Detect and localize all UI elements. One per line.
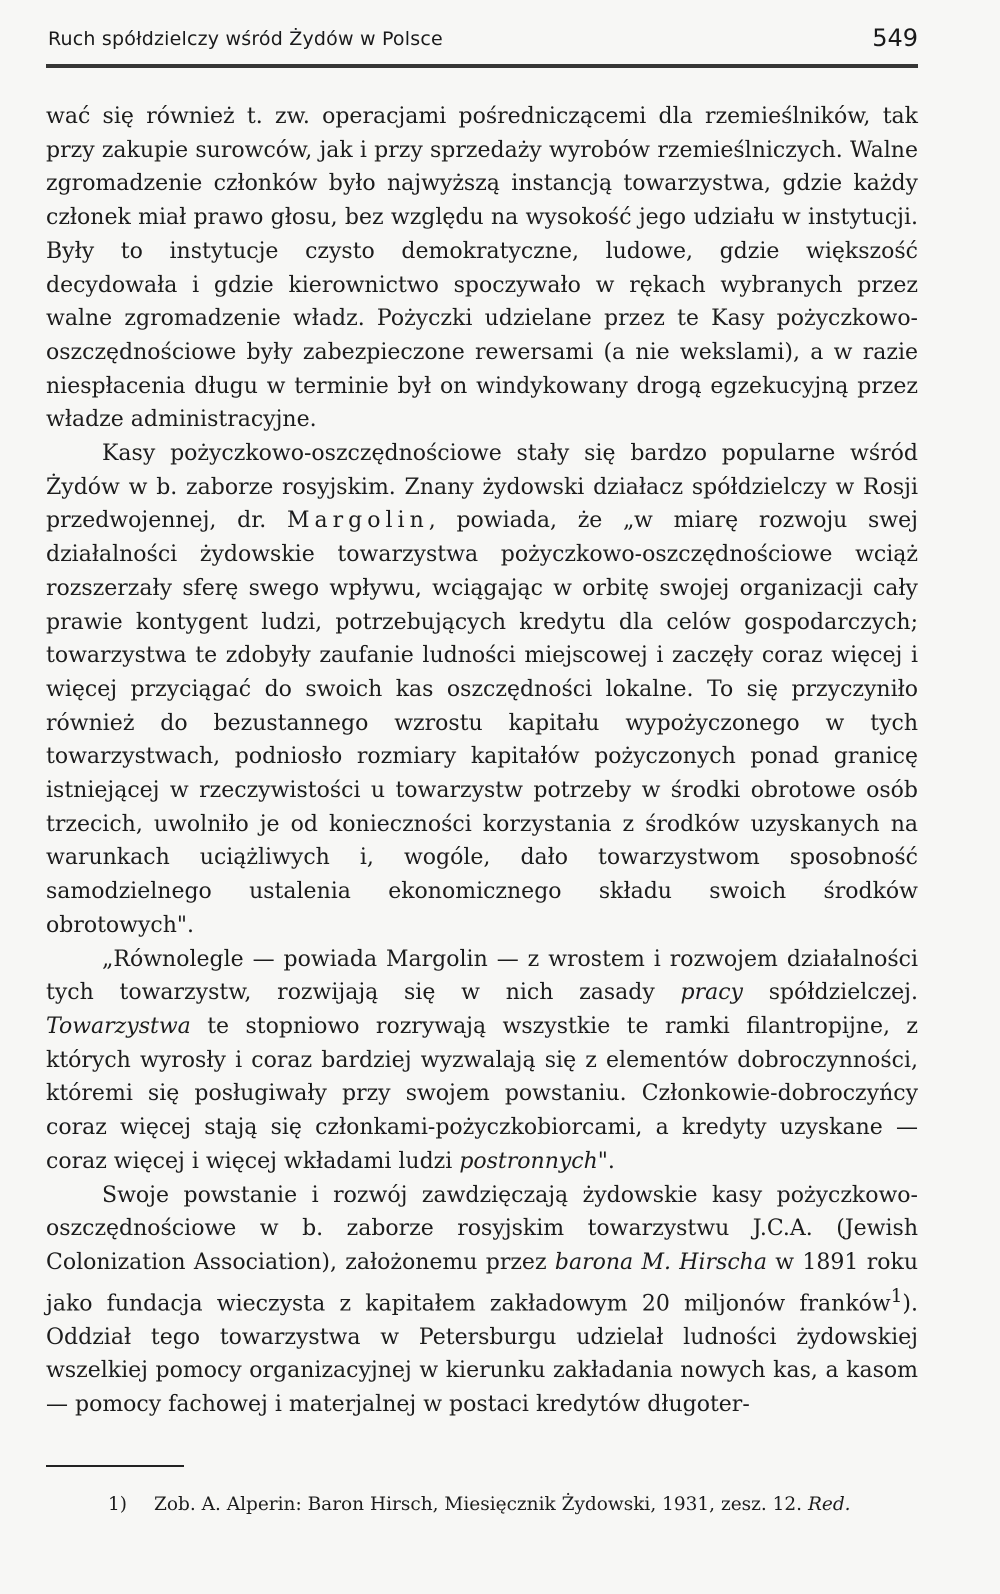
body-text <box>46 100 918 1422</box>
footnote-text: Zob. A. Alperin: Baron Hirsch, Miesięcznik Żydowski, 1931, zesz. 12. <box>154 1494 808 1515</box>
author-name-spaced: Margolin <box>287 508 429 534</box>
paragraph-2-text-a: Kasy pożyczkowo-oszczędnościowe stały się bardzo popularne wśród Żydów w b. zaborze rosyjskim. Znany żydowski działacz spółdzielczy w Rosji przedwojennej, dr. <box>46 441 918 534</box>
paragraph-4-text-c: w 1891 roku jako fundacja wieczysta z kapitałem zakładowym 20 miljonów franków <box>46 1249 919 1316</box>
italic-term-postronnych: postronnych <box>459 1148 598 1174</box>
paragraph-3-text-a: „Równolegle — powiada Margolin — z wrostem i rozwojem działalności tych towarzystw, rozwijają się w nich zasady <box>46 946 918 1006</box>
paragraph-4-text-d: ). Oddział tego towarzystwa w Petersburgu udzielał ludności żydowskiej wszelkiej pomocy organizacyjnej w kierunku zakładania nowych kas, a kasom — pomocy fachowej i materjalnej w postaci kredytów długoter- <box>46 1290 918 1418</box>
italic-name-baron-hirsch: barona M. Hirscha <box>554 1249 767 1275</box>
header-rule <box>46 64 918 68</box>
paragraph-3-text-g: ". <box>597 1148 615 1174</box>
paragraph-3 <box>46 943 918 1179</box>
paragraph-1 <box>46 100 918 437</box>
footnote-number: 1) <box>108 1494 127 1515</box>
italic-term-pracy: pracy <box>680 980 743 1006</box>
footnote-rule <box>46 1465 184 1467</box>
paragraph-4-text-a: Swoje powstanie i rozwój zawdzięczają żydowskie kasy pożyczkowo-oszczędnościowe w b. zaborze rosyjskim towarzystwu J.C.A. (Jewish Colonization Association), założonemu przez <box>46 1182 918 1275</box>
paragraph-4 <box>46 1179 918 1422</box>
page-header <box>46 24 918 58</box>
footnote-editor-mark: Red. <box>807 1494 851 1515</box>
paragraph-2-text-b: , powiada, że „w miarę rozwoju swej działalności żydowskie towarzystwa pożyczkowo-oszczędnościowe wciąż rozszerzały sferę swego wpływu, wciągając w orbitę swojej organizacji cały prawie kontygent ludzi, potrzebujących kredytu dla celów gospodarczych; towarzystwa te zdobyły zaufanie ludności miejscowej i zaczęły coraz więcej i więcej przyciągać do swoich kas oszczędności lokalne. To się przyczyniło również do bezustannego wzrostu kapitału wypożyczonego w tych towarzystwach, podniosło rozmiary kapitałów pożyczonych ponad granicę istniejącej w rzeczywistości u towarzystw potrzeby w środki obrotowe osób trzecich, uwolniło je od konieczności korzystania z środków uzyskanych na warunkach uciążliwych i, wogóle, dało towarzystwom sposobność samodzielnego ustalenia ekonomicznego składu swoich środków obrotowych". <box>46 508 918 938</box>
running-title: Ruch spółdzielczy wśród Żydów w Polsce <box>48 28 443 50</box>
italic-term-towarzystwa: Towarzystwa <box>46 1013 191 1039</box>
paragraph-3-text-e: te stopniowo rozrywają wszystkie te ramki filantropijne, z których wyrosły i coraz bardziej wyzwalają się z elementów dobroczynności, któremi się posługiwały przy swojem powstaniu. Członkowie-dobroczyńcy coraz więcej stają się członkami-pożyczkobiorcami, a kredyty uzyskane — coraz więcej i więcej wkładami ludzi <box>46 1013 918 1174</box>
paragraph-2 <box>46 437 918 943</box>
page-number: 549 <box>872 24 918 52</box>
paragraph-3-text-c: spółdzielczej. <box>742 980 918 1006</box>
footnote-text-wrapper <box>154 1493 851 1517</box>
paragraph-1-text: wać się również t. zw. operacjami pośredniczącemi dla rzemieślników, tak przy zakupie surowców, jak i przy sprzedaży wyrobów rzemieślniczych. Walne zgromadzenie członków było najwyższą instancją towarzystwa, gdzie każdy członek miał prawo głosu, bez względu na wysokość jego udziału w instytucji. Były to instytucje czysto demokratyczne, ludowe, gdzie większość decydowała i gdzie kierownictwo spoczywało w rękach wybranych przez walne zgromadzenie władz. Pożyczki udzielane przez te Kasy pożyczkowo-oszczędnościowe były zabezpieczone rewersami (a nie wekslami), a w razie niespłacenia długu w terminie był on windykowany drogą egzekucyjną przez władze administracyjne. <box>46 104 918 433</box>
footnote-reference[interactable]: 1 <box>890 1285 903 1307</box>
